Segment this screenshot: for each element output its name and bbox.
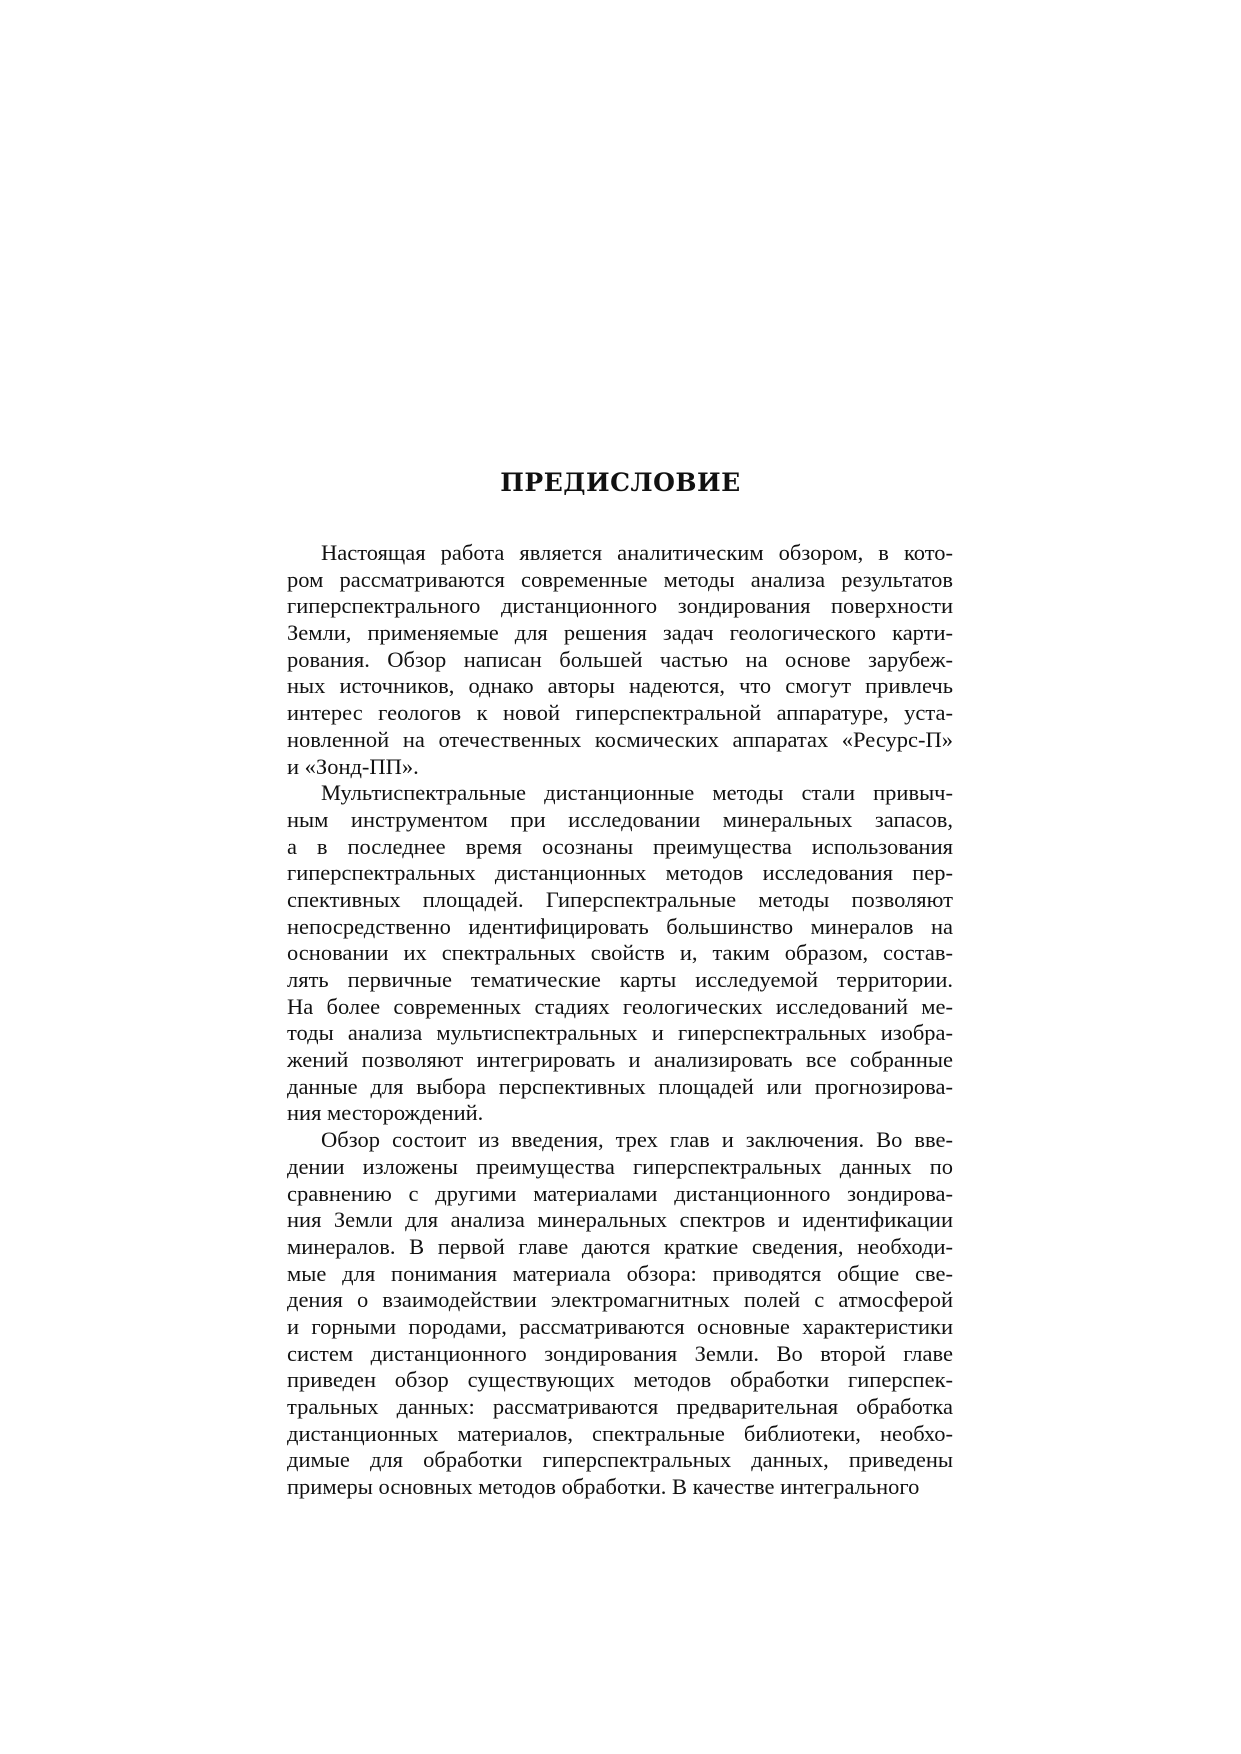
- paragraph-line: Мультиспектральные дистанционные методы стали привыч-: [321, 780, 953, 806]
- paragraph-line: дении изложены преимущества гиперспектральных данных по: [287, 1153, 953, 1179]
- paragraph-line: рования. Обзор написан большей частью на основе зарубеж-: [287, 646, 953, 672]
- body-text: [287, 540, 953, 1501]
- paragraph-line: ром рассматриваются современные методы анализа результатов: [287, 566, 953, 592]
- paragraph-line: Обзор состоит из введения, трех глав и заключения. Во вве-: [321, 1127, 953, 1153]
- paragraph-line: минералов. В первой главе даются краткие сведения, необходи-: [287, 1233, 953, 1259]
- paragraph-line: приведен обзор существующих методов обработки гиперспек-: [287, 1367, 953, 1393]
- paragraph-line: ным инструментом при исследовании минеральных запасов,: [287, 806, 953, 832]
- paragraph-line: ния Земли для анализа минеральных спектров и идентификации: [287, 1207, 953, 1233]
- paragraph-line: основании их спектральных свойств и, таким образом, состав-: [287, 940, 953, 966]
- paragraph-line: гиперспектрального дистанционного зондирования поверхности: [287, 593, 953, 619]
- paragraph-line: спективных площадей. Гиперспектральные методы позволяют: [287, 886, 953, 912]
- paragraph-line: данные для выбора перспективных площадей или прогнозирова-: [287, 1073, 953, 1099]
- paragraph-line: гиперспектральных дистанционных методов исследования пер-: [287, 860, 953, 886]
- paragraph: [287, 540, 953, 780]
- paragraph-line: мые для понимания материала обзора: приводятся общие све-: [287, 1260, 953, 1286]
- paragraph-line: систем дистанционного зондирования Земли. Во второй главе: [287, 1340, 953, 1366]
- paragraph-line: тоды анализа мультиспектральных и гиперспектральных изобра-: [287, 1020, 953, 1046]
- paragraph-line: Земли, применяемые для решения задач геологического карти-: [287, 620, 953, 646]
- paragraph: [287, 780, 953, 1127]
- paragraph-line: а в последнее время осознаны преимущества использования: [287, 833, 953, 859]
- paragraph-line: ных источников, однако авторы надеются, что смогут привлечь: [287, 673, 953, 699]
- paragraph-line: ния месторождений.: [287, 1100, 484, 1126]
- paragraph-line: На более современных стадиях геологических исследований ме-: [287, 993, 953, 1019]
- paragraph-line: и горными породами, рассматриваются основные характеристики: [287, 1313, 953, 1339]
- paragraph-line: димые для обработки гиперспектральных данных, приведены: [287, 1447, 953, 1473]
- paragraph-line: лять первичные тематические карты исследуемой территории.: [287, 967, 953, 992]
- paragraph-line: непосредственно идентифицировать большинство минералов на: [287, 913, 953, 939]
- paragraph-line: сравнению с другими материалами дистанционного зондирова-: [287, 1180, 953, 1206]
- paragraph-line: примеры основных методов обработки. В качестве интегрального: [287, 1474, 920, 1500]
- paragraph-line: и «Зонд-ПП».: [287, 753, 419, 779]
- paragraph: [287, 1127, 953, 1501]
- paragraph-line: интерес геологов к новой гиперспектральной аппаратуре, уста-: [287, 700, 953, 726]
- paragraph-line: новленной на отечественных космических аппаратах «Ресурс-П»: [287, 726, 953, 752]
- page-heading: ПРЕДИСЛОВИЕ: [500, 468, 741, 497]
- paragraph-line: жений позволяют интегрировать и анализировать все собранные: [287, 1047, 953, 1073]
- paragraph-line: дистанционных материалов, спектральные библиотеки, необхо-: [287, 1420, 953, 1446]
- paragraph-line: дения о взаимодействии электромагнитных полей с атмосферой: [287, 1287, 953, 1313]
- paragraph-line: тральных данных: рассматриваются предварительная обработка: [287, 1394, 953, 1419]
- paragraph-line: Настоящая работа является аналитическим обзором, в кото-: [321, 540, 953, 565]
